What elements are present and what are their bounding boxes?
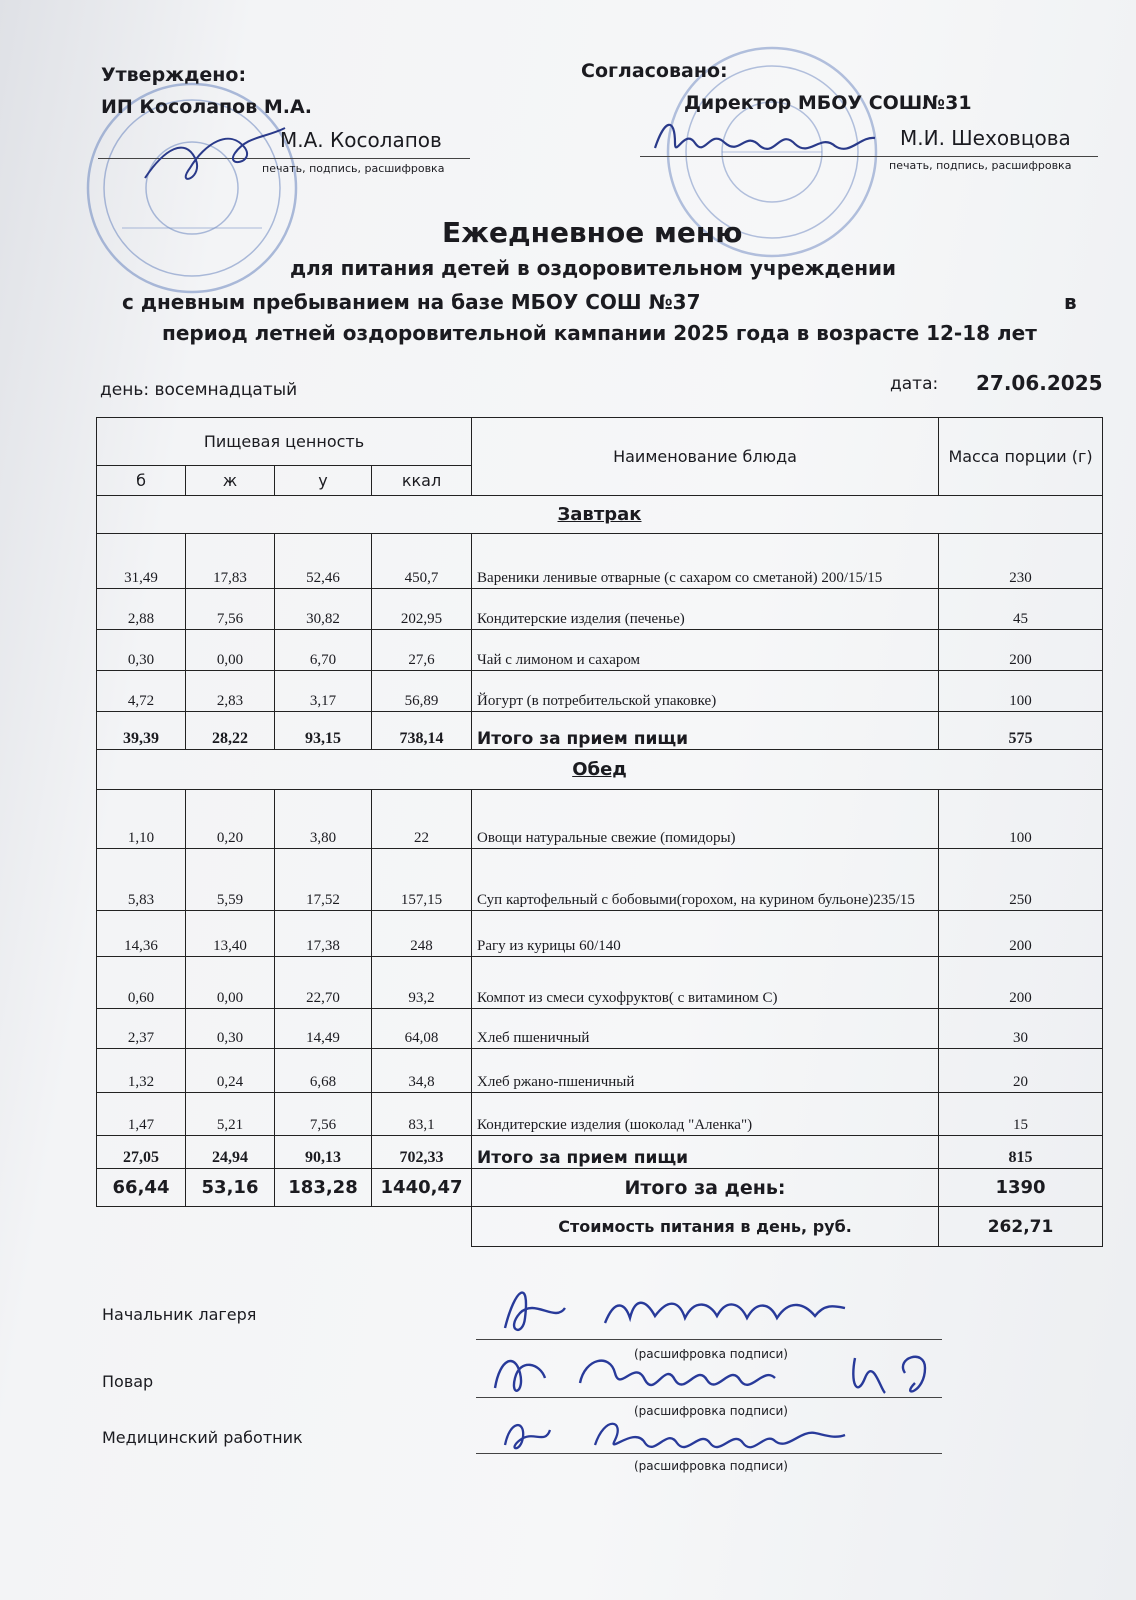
- cell-u: 30,82: [275, 589, 372, 630]
- cell-kcal: 56,89: [372, 671, 472, 712]
- cell-u: 183,28: [275, 1169, 372, 1207]
- breakfast-section-title: Завтрак: [97, 496, 1103, 534]
- cell-u: 17,52: [275, 849, 372, 911]
- cell-z: 0,30: [186, 1009, 275, 1049]
- cell-u: 22,70: [275, 957, 372, 1009]
- cell-kcal: 22: [372, 790, 472, 849]
- cell-u: 93,15: [275, 712, 372, 750]
- subtitle-line-2: с дневным пребыванием на базе МБОУ СОШ №37: [122, 290, 701, 314]
- cell-u: 6,68: [275, 1049, 372, 1093]
- col-z-header: ж: [186, 466, 275, 496]
- cell-u: 7,56: [275, 1093, 372, 1136]
- agreed-heading: Согласовано:: [581, 60, 728, 82]
- table-row: [97, 589, 1103, 630]
- agreed-signature: [650, 108, 880, 168]
- cell-kcal: 83,1: [372, 1093, 472, 1136]
- table-row: [97, 849, 1103, 911]
- subtitle-line-2-tail: в: [1064, 290, 1077, 314]
- lunch-total-row: [97, 1136, 1103, 1169]
- cell-dish: Итого за прием пищи: [472, 712, 939, 750]
- cell-z: 24,94: [186, 1136, 275, 1169]
- day-total-row: [97, 1169, 1103, 1207]
- table-row: [97, 911, 1103, 957]
- cell-kcal: 248: [372, 911, 472, 957]
- signature-caption: (расшифровка подписи): [634, 1459, 788, 1473]
- agreed-caption: печать, подпись, расшифровка: [889, 159, 1072, 172]
- cell-b: 1,47: [97, 1093, 186, 1136]
- table-row: [97, 630, 1103, 671]
- cook-signature: [485, 1338, 955, 1410]
- approved-signature: [135, 108, 295, 208]
- menu-table: [96, 417, 1103, 1247]
- cell-z: 5,21: [186, 1093, 275, 1136]
- cell-u: 17,38: [275, 911, 372, 957]
- approved-caption: печать, подпись, расшифровка: [262, 162, 445, 175]
- col-b-header: б: [97, 466, 186, 496]
- cell-z: 0,24: [186, 1049, 275, 1093]
- table-row: [97, 671, 1103, 712]
- col-kcal-header: ккал: [372, 466, 472, 496]
- cell-mass: 200: [939, 630, 1103, 671]
- cell-kcal: 450,7: [372, 534, 472, 589]
- cell-z: 0,20: [186, 790, 275, 849]
- cell-z: 28,22: [186, 712, 275, 750]
- cell-mass: 45: [939, 589, 1103, 630]
- lunch-section-title: Обед: [97, 750, 1103, 790]
- dish-header: Наименование блюда: [472, 418, 939, 496]
- subtitle-line-3: период летней оздоровительной кампании 2025 года в возрасте 12-18 лет: [162, 321, 1037, 345]
- cost-value: 262,71: [939, 1207, 1103, 1247]
- cell-dish: Компот из смеси сухофруктов( с витамином С): [472, 957, 939, 1009]
- cost-label: Стоимость питания в день, руб.: [472, 1207, 939, 1247]
- cell-kcal: 1440,47: [372, 1169, 472, 1207]
- cell-b: 2,37: [97, 1009, 186, 1049]
- cell-u: 90,13: [275, 1136, 372, 1169]
- signature-caption: (расшифровка подписи): [634, 1404, 788, 1418]
- cell-dish: Хлеб ржано-пшеничный: [472, 1049, 939, 1093]
- cell-dish: Вареники ленивые отварные (с сахаром со сметаной) 200/15/15: [472, 534, 939, 589]
- cell-b: 5,83: [97, 849, 186, 911]
- role-medical: Медицинский работник: [102, 1428, 303, 1447]
- day-total-label: Итого за день:: [472, 1169, 939, 1207]
- table-row: [97, 957, 1103, 1009]
- cell-dish: Йогурт (в потребительской упаковке): [472, 671, 939, 712]
- cell-b: 2,88: [97, 589, 186, 630]
- cell-kcal: 738,14: [372, 712, 472, 750]
- empty-cell: [97, 1207, 472, 1247]
- approved-org: ИП Косолапов М.А.: [101, 96, 312, 118]
- cell-dish: Кондитерские изделия (печенье): [472, 589, 939, 630]
- cell-mass: 200: [939, 957, 1103, 1009]
- cell-z: 2,83: [186, 671, 275, 712]
- role-camp-head: Начальник лагеря: [102, 1305, 257, 1324]
- cell-z: 7,56: [186, 589, 275, 630]
- breakfast-total-row: [97, 712, 1103, 750]
- date-value: 27.06.2025: [976, 371, 1103, 395]
- cell-mass: 230: [939, 534, 1103, 589]
- approved-heading: Утверждено:: [101, 64, 247, 86]
- nutrition-header: Пищевая ценность: [97, 418, 472, 466]
- cell-b: 39,39: [97, 712, 186, 750]
- cell-mass: 1390: [939, 1169, 1103, 1207]
- cell-b: 14,36: [97, 911, 186, 957]
- cell-mass: 250: [939, 849, 1103, 911]
- cell-z: 0,00: [186, 957, 275, 1009]
- cell-kcal: 34,8: [372, 1049, 472, 1093]
- agreed-position: Директор МБОУ СОШ№31: [684, 92, 972, 114]
- cell-u: 14,49: [275, 1009, 372, 1049]
- signature-caption: (расшифровка подписи): [634, 1347, 788, 1361]
- cell-kcal: 202,95: [372, 589, 472, 630]
- cell-mass: 30: [939, 1009, 1103, 1049]
- cell-kcal: 64,08: [372, 1009, 472, 1049]
- cell-b: 27,05: [97, 1136, 186, 1169]
- cell-dish: Рагу из курицы 60/140: [472, 911, 939, 957]
- cell-z: 5,59: [186, 849, 275, 911]
- cell-u: 3,17: [275, 671, 372, 712]
- cell-mass: 575: [939, 712, 1103, 750]
- cell-mass: 100: [939, 790, 1103, 849]
- cell-z: 13,40: [186, 911, 275, 957]
- cell-b: 66,44: [97, 1169, 186, 1207]
- cell-mass: 815: [939, 1136, 1103, 1169]
- table-row: [97, 1009, 1103, 1049]
- cell-b: 1,10: [97, 790, 186, 849]
- subtitle-line-1: для питания детей в оздоровительном учреждении: [290, 256, 897, 280]
- cell-b: 4,72: [97, 671, 186, 712]
- cell-mass: 100: [939, 671, 1103, 712]
- cell-dish: Итого за прием пищи: [472, 1136, 939, 1169]
- approved-name: М.А. Косолапов: [280, 128, 442, 152]
- cell-dish: Овощи натуральные свежие (помидоры): [472, 790, 939, 849]
- table-row: [97, 534, 1103, 589]
- cell-mass: 15: [939, 1093, 1103, 1136]
- mass-header: Масса порции (г): [939, 418, 1103, 496]
- cell-z: 17,83: [186, 534, 275, 589]
- cell-dish: Чай с лимоном и сахаром: [472, 630, 939, 671]
- cell-dish: Суп картофельный с бобовыми(горохом, на курином бульоне)235/15: [472, 849, 939, 911]
- cell-u: 6,70: [275, 630, 372, 671]
- cell-u: 3,80: [275, 790, 372, 849]
- cell-dish: Хлеб пшеничный: [472, 1009, 939, 1049]
- cell-b: 0,30: [97, 630, 186, 671]
- cell-mass: 20: [939, 1049, 1103, 1093]
- date-label: дата:: [890, 374, 939, 394]
- camp-head-signature: [495, 1268, 855, 1348]
- cell-z: 0,00: [186, 630, 275, 671]
- col-u-header: у: [275, 466, 372, 496]
- day-label: день: восемнадцатый: [100, 380, 298, 400]
- cell-kcal: 27,6: [372, 630, 472, 671]
- agreed-name: М.И. Шеховцова: [900, 126, 1071, 150]
- cell-u: 52,46: [275, 534, 372, 589]
- cell-b: 0,60: [97, 957, 186, 1009]
- table-row: [97, 1049, 1103, 1093]
- cost-row: [97, 1207, 1103, 1247]
- cell-kcal: 93,2: [372, 957, 472, 1009]
- role-cook: Повар: [102, 1372, 154, 1391]
- cell-mass: 200: [939, 911, 1103, 957]
- medical-signature: [495, 1405, 855, 1461]
- cell-b: 1,32: [97, 1049, 186, 1093]
- cell-dish: Кондитерские изделия (шоколад "Аленка"): [472, 1093, 939, 1136]
- table-row: [97, 790, 1103, 849]
- document-title: Ежедневное меню: [442, 216, 743, 249]
- cell-b: 31,49: [97, 534, 186, 589]
- cell-z: 53,16: [186, 1169, 275, 1207]
- cell-kcal: 702,33: [372, 1136, 472, 1169]
- table-row: [97, 1093, 1103, 1136]
- cell-kcal: 157,15: [372, 849, 472, 911]
